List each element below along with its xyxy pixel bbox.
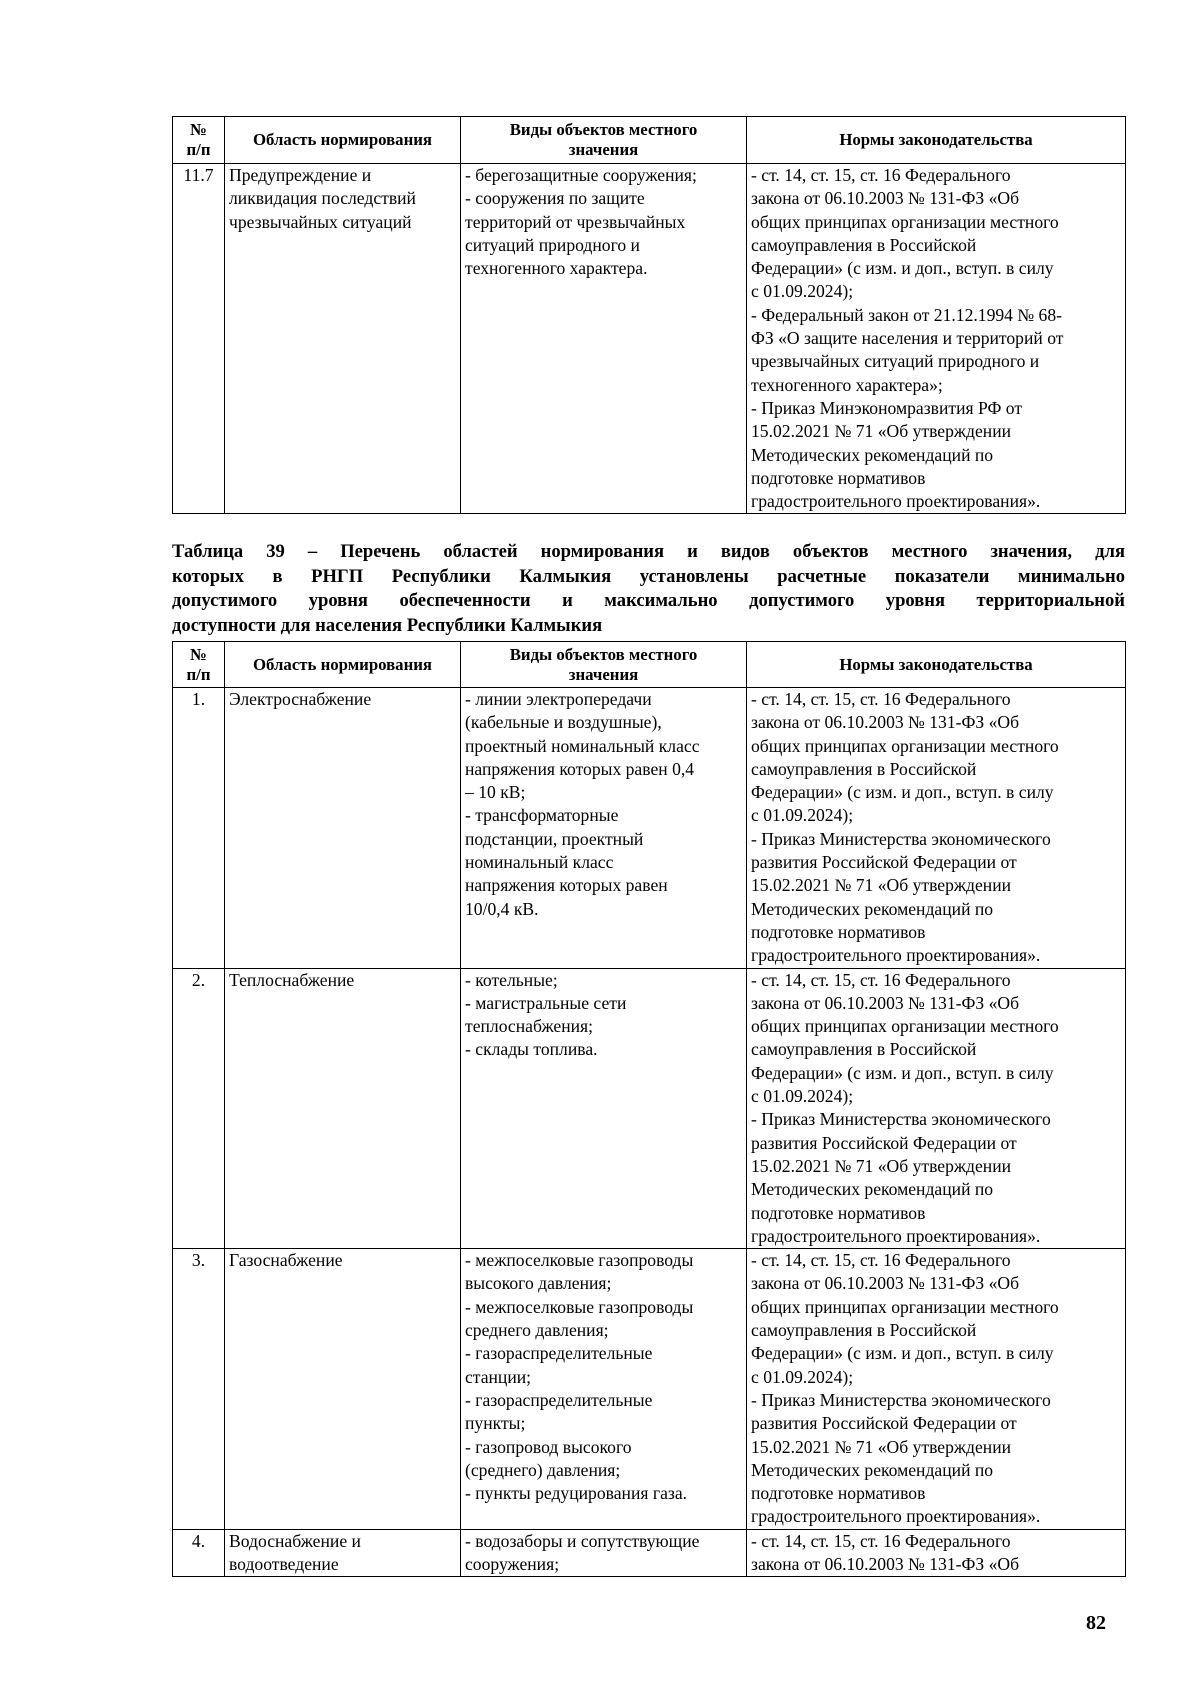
cell-line: Предупреждение и	[229, 165, 372, 185]
cell-line: ликвидация последствий	[229, 188, 416, 209]
row-number: 4.	[173, 1529, 225, 1577]
cell-line: самоуправления в Российской	[751, 234, 977, 255]
cell-line: – 10 кВ;	[465, 782, 526, 803]
table-header-row	[173, 642, 1126, 688]
row-objects	[461, 1249, 747, 1530]
norms-table-39	[172, 641, 1126, 1577]
row-norms	[747, 1249, 1126, 1530]
cell-line: - Приказ Министерства экономического	[751, 1109, 1051, 1130]
norms-table-continuation	[172, 116, 1126, 514]
row-norms	[747, 1529, 1126, 1577]
table-row	[173, 1529, 1126, 1577]
cell-line: развития Российской Федерации от	[751, 1132, 1017, 1153]
cell-line: - котельные;	[465, 969, 558, 990]
row-norms	[747, 688, 1126, 969]
cell-line: закона от 06.10.2003 № 131-ФЗ «Об	[751, 992, 1020, 1013]
header-objects: Виды объектов местного значения	[461, 117, 747, 164]
cell-line: - газораспределительные	[465, 1343, 653, 1364]
header-num: № п/п	[173, 117, 225, 164]
cell-line: закона от 06.10.2003 № 131-ФЗ «Об	[751, 712, 1020, 733]
cell-line: самоуправления в Российской	[751, 1039, 977, 1060]
cell-line: - водозаборы и сопутствующие	[465, 1530, 700, 1551]
header-objects: Виды объектов местного значения	[461, 642, 747, 688]
row-objects	[461, 164, 747, 514]
cell-line: - ст. 14, ст. 15, ст. 16 Федерального	[751, 1250, 1011, 1271]
cell-line: - сооружения по защите	[465, 188, 645, 209]
table-1-body	[173, 164, 1126, 514]
table-39-caption	[172, 540, 1125, 638]
row-objects	[461, 968, 747, 1249]
cell-line: теплоснабжения;	[465, 1016, 594, 1037]
row-number: 2.	[173, 968, 225, 1249]
cell-line: Федерации» (с изм. и доп., вступ. в силу	[751, 1062, 1054, 1083]
cell-line: сооружения;	[465, 1553, 560, 1574]
caption-line: которых в РНГП Республики Калмыкия установлены расчетные показатели минимально	[172, 565, 1125, 587]
cell-line: Электроснабжение	[229, 689, 372, 709]
cell-line: закона от 06.10.2003 № 131-ФЗ «Об	[751, 188, 1020, 209]
cell-line: градостроительного проектирования».	[751, 1506, 1041, 1527]
row-norms	[747, 164, 1126, 514]
cell-line: - ст. 14, ст. 15, ст. 16 Федерального	[751, 165, 1011, 185]
row-number: 3.	[173, 1249, 225, 1530]
table-row	[173, 688, 1126, 969]
cell-line: - линии электропередачи	[465, 689, 652, 709]
row-area	[225, 968, 461, 1249]
cell-line: с 01.09.2024);	[751, 1086, 854, 1107]
cell-line: общих принципах организации местного	[751, 211, 1059, 232]
cell-line: градостроительного проектирования».	[751, 491, 1041, 512]
cell-line: - Приказ Министерства экономического	[751, 1389, 1051, 1410]
cell-line: 15.02.2021 № 71 «Об утверждении	[751, 875, 1012, 896]
cell-line: - межпоселковые газопроводы	[465, 1250, 694, 1271]
cell-line: (среднего) давления;	[465, 1459, 621, 1480]
page-number: 82	[1086, 1612, 1106, 1634]
cell-line: напряжения которых равен 0,4	[465, 758, 695, 779]
cell-line: - газопровод высокого	[465, 1436, 632, 1457]
cell-line: подготовке нормативов	[751, 467, 926, 488]
cell-line: - магистральные сети	[465, 992, 627, 1013]
cell-line: закона от 06.10.2003 № 131-ФЗ «Об	[751, 1273, 1020, 1294]
cell-line: общих принципах организации местного	[751, 1296, 1059, 1317]
cell-line: подготовке нормативов	[751, 1202, 926, 1223]
cell-line: развития Российской Федерации от	[751, 852, 1017, 873]
cell-line: - Приказ Минэкономразвития РФ от	[751, 397, 1023, 418]
cell-line: проектный номинальный класс	[465, 735, 700, 756]
cell-line: развития Российской Федерации от	[751, 1413, 1017, 1434]
cell-line: самоуправления в Российской	[751, 758, 977, 779]
header-norms: Нормы законодательства	[747, 117, 1126, 164]
row-area	[225, 1529, 461, 1577]
cell-line: с 01.09.2024);	[751, 805, 854, 826]
row-norms	[747, 968, 1126, 1249]
cell-line: чрезвычайных ситуаций	[229, 211, 412, 232]
table-2-body	[173, 688, 1126, 1577]
row-objects	[461, 688, 747, 969]
cell-line: Методических рекомендаций по	[751, 898, 994, 919]
cell-line: Методических рекомендаций по	[751, 1179, 994, 1200]
cell-line: Методических рекомендаций по	[751, 444, 994, 465]
header-num: № п/п	[173, 642, 225, 688]
cell-line: - пункты редуцирования газа.	[465, 1483, 688, 1504]
cell-line: ситуаций природного и	[465, 234, 640, 255]
row-area	[225, 688, 461, 969]
row-area	[225, 164, 461, 514]
cell-line: техногенного характера»;	[751, 374, 943, 395]
cell-line: - склады топлива.	[465, 1039, 598, 1060]
caption-line: доступности для населения Республики Калмыкия	[172, 614, 603, 636]
cell-line: Теплоснабжение	[229, 969, 355, 990]
cell-line: - межпоселковые газопроводы	[465, 1296, 694, 1317]
table-row	[173, 164, 1126, 514]
cell-line: - Федеральный закон от 21.12.1994 № 68-	[751, 304, 1062, 325]
row-area	[225, 1249, 461, 1530]
cell-line: закона от 06.10.2003 № 131-ФЗ «Об	[751, 1553, 1020, 1574]
table-header-row	[173, 117, 1126, 164]
cell-line: ФЗ «О защите населения и территорий от	[751, 328, 1064, 349]
cell-line: Федерации» (с изм. и доп., вступ. в силу	[751, 258, 1054, 279]
cell-line: подготовке нормативов	[751, 921, 926, 942]
cell-line: - берегозащитные сооружения;	[465, 165, 697, 185]
cell-line: - трансформаторные	[465, 805, 619, 826]
cell-line: 15.02.2021 № 71 «Об утверждении	[751, 1436, 1012, 1457]
row-number: 11.7	[173, 164, 225, 514]
caption-line: Таблица 39 – Перечень областей нормирования и видов объектов местного значения, для	[172, 541, 1125, 562]
cell-line: градостроительного проектирования».	[751, 945, 1041, 966]
cell-line: - ст. 14, ст. 15, ст. 16 Федерального	[751, 969, 1011, 990]
table-row	[173, 1249, 1126, 1530]
cell-line: номинальный класс	[465, 852, 614, 873]
cell-line: Газоснабжение	[229, 1250, 343, 1271]
cell-line: с 01.09.2024);	[751, 281, 854, 302]
cell-line: напряжения которых равен	[465, 875, 668, 896]
table-row	[173, 968, 1126, 1249]
cell-line: общих принципах организации местного	[751, 1016, 1059, 1037]
row-number: 1.	[173, 688, 225, 969]
cell-line: - газораспределительные	[465, 1389, 653, 1410]
cell-line: Методических рекомендаций по	[751, 1459, 994, 1480]
cell-line: 15.02.2021 № 71 «Об утверждении	[751, 421, 1012, 442]
caption-line: допустимого уровня обеспеченности и максимально допустимого уровня территориальной	[172, 590, 1125, 611]
cell-line: - Приказ Министерства экономического	[751, 828, 1051, 849]
cell-line: Федерации» (с изм. и доп., вступ. в силу	[751, 1343, 1054, 1364]
cell-line: 15.02.2021 № 71 «Об утверждении	[751, 1155, 1012, 1176]
cell-line: Федерации» (с изм. и доп., вступ. в силу	[751, 782, 1054, 803]
row-objects	[461, 1529, 747, 1577]
cell-line: общих принципах организации местного	[751, 735, 1059, 756]
cell-line: территорий от чрезвычайных	[465, 211, 686, 232]
cell-line: градостроительного проектирования».	[751, 1225, 1041, 1246]
cell-line: чрезвычайных ситуаций природного и	[751, 351, 1040, 372]
cell-line: Водоснабжение и	[229, 1530, 361, 1551]
cell-line: - ст. 14, ст. 15, ст. 16 Федерального	[751, 689, 1011, 709]
cell-line: - ст. 14, ст. 15, ст. 16 Федерального	[751, 1530, 1011, 1551]
header-area: Область нормирования	[225, 642, 461, 688]
cell-line: станции;	[465, 1366, 532, 1387]
cell-line: с 01.09.2024);	[751, 1366, 854, 1387]
cell-line: высокого давления;	[465, 1273, 612, 1294]
cell-line: техногенного характера.	[465, 258, 648, 279]
cell-line: (кабельные и воздушные),	[465, 712, 662, 733]
cell-line: подстанции, проектный	[465, 828, 644, 849]
cell-line: самоуправления в Российской	[751, 1320, 977, 1341]
header-area: Область нормирования	[225, 117, 461, 164]
cell-line: подготовке нормативов	[751, 1483, 926, 1504]
cell-line: пункты;	[465, 1413, 526, 1434]
cell-line: водоотведение	[229, 1553, 339, 1574]
header-norms: Нормы законодательства	[747, 642, 1126, 688]
cell-line: 10/0,4 кВ.	[465, 898, 539, 919]
cell-line: среднего давления;	[465, 1320, 609, 1341]
